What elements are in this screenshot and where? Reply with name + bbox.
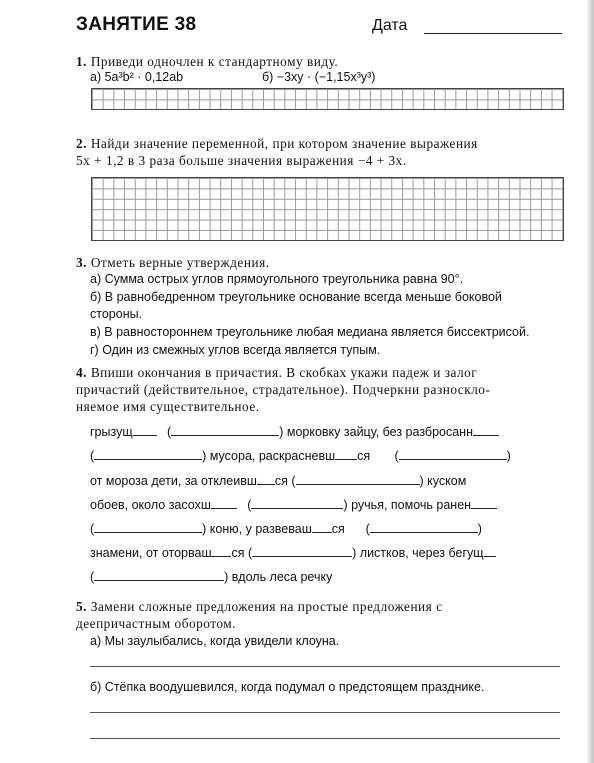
answer-line[interactable] bbox=[90, 738, 560, 739]
task2-line2: 5x + 1,2 в 3 раза больше значения выражения −4 + 3x. bbox=[76, 153, 407, 168]
task5-line2: деепричастным оборотом. bbox=[76, 616, 236, 631]
fill-row-5 bbox=[90, 522, 482, 536]
word-text: от мороза дети, за отклеивш bbox=[90, 474, 257, 488]
fill-row-4 bbox=[90, 498, 497, 512]
fill-row-6 bbox=[90, 546, 496, 560]
task3-instruction: Отметь верные утверждения. bbox=[90, 255, 270, 270]
answer-line[interactable] bbox=[90, 666, 560, 667]
task2-text: Найди значение переменной, при котором значение выражения bbox=[90, 136, 478, 151]
answer-line[interactable] bbox=[90, 712, 560, 713]
word-text: знамени, от оторваш bbox=[90, 546, 212, 560]
answer-grid-2[interactable] bbox=[91, 177, 564, 241]
sentence-a: а) Мы заулыбались, когда увидели клоуна. bbox=[90, 634, 340, 648]
word-stem: грызущ bbox=[90, 425, 133, 439]
ending-blank[interactable] bbox=[257, 483, 275, 485]
word-text: ) куском bbox=[419, 474, 467, 488]
case-blank[interactable] bbox=[252, 555, 352, 557]
statement-a[interactable]: а) Сумма острых углов прямоугольного треугольника равна 90°. bbox=[90, 272, 464, 286]
case-blank[interactable] bbox=[94, 579, 224, 581]
bracket-close: ) bbox=[477, 522, 482, 536]
task4-text: Впиши окончания в причастия. В скобках укажи падеж и залог bbox=[90, 365, 478, 380]
ending-blank[interactable] bbox=[312, 531, 332, 533]
case-blank[interactable] bbox=[171, 434, 279, 436]
ending-blank[interactable] bbox=[211, 555, 231, 557]
date-field[interactable] bbox=[424, 33, 562, 34]
reflexive-suffix: ся bbox=[357, 449, 371, 463]
bracket-open: ( bbox=[167, 425, 172, 439]
lesson-title: ЗАНЯТИЕ 38 bbox=[76, 14, 197, 35]
case-blank[interactable] bbox=[370, 531, 478, 533]
statement-b[interactable]: б) В равнобедренном треугольнике основание всегда меньше боковой bbox=[90, 290, 502, 304]
task1-text bbox=[76, 53, 338, 70]
answer-grid-1[interactable] bbox=[91, 88, 564, 110]
sentence-b: б) Стёпка воодушевился, когда подумал о предстоящем празднике. bbox=[90, 680, 485, 694]
ending-blank[interactable] bbox=[471, 507, 497, 509]
case-blank[interactable] bbox=[296, 483, 420, 485]
case-blank[interactable] bbox=[94, 531, 202, 533]
ending-blank[interactable] bbox=[133, 434, 157, 436]
task2-line1 bbox=[76, 135, 478, 152]
statement-d[interactable]: г) Один из смежных углов всегда является тупым. bbox=[90, 343, 381, 357]
word-text: ) мусора, раскрасневш bbox=[202, 449, 336, 463]
task1-a: а) 5a³b² · 0,12ab bbox=[90, 70, 184, 84]
ending-blank[interactable] bbox=[211, 507, 237, 509]
bracket-open: ( bbox=[90, 449, 95, 463]
bracket-open: ( bbox=[90, 522, 95, 536]
task1-number: 1. bbox=[76, 54, 87, 69]
statement-b-continued: стороны. bbox=[90, 307, 143, 321]
task4-line3: няемое имя существительное. bbox=[76, 399, 260, 414]
fill-row-3 bbox=[90, 474, 466, 488]
word-text: ся ( bbox=[274, 474, 296, 488]
task4-number: 4. bbox=[76, 365, 87, 380]
bracket-open: ( bbox=[365, 522, 370, 536]
word-text: ) вдоль леса речку bbox=[224, 570, 333, 584]
bracket-open: ( bbox=[247, 498, 252, 512]
task2-number: 2. bbox=[76, 136, 87, 151]
word-text: ) коню, у развеваш bbox=[202, 522, 312, 536]
page-edge-shadow bbox=[586, 0, 594, 763]
bracket-open: ( bbox=[394, 449, 399, 463]
statement-c[interactable]: в) В равностороннем треугольнике любая медиана является биссектрисой. bbox=[90, 325, 530, 339]
word-text: ся ( bbox=[231, 546, 253, 560]
fill-row-1 bbox=[90, 425, 499, 439]
task1-b: б) −3xy · (−1,15x³y³) bbox=[262, 70, 376, 84]
case-blank[interactable] bbox=[94, 458, 202, 460]
case-blank[interactable] bbox=[251, 507, 343, 509]
date-label: Дата bbox=[372, 17, 408, 34]
ending-blank[interactable] bbox=[484, 555, 496, 557]
reflexive-suffix: ся bbox=[331, 522, 345, 536]
bracket-close: ) bbox=[506, 449, 511, 463]
word-text: ) ручья, помочь ранен bbox=[343, 498, 472, 512]
case-blank[interactable] bbox=[399, 458, 507, 460]
ending-blank[interactable] bbox=[473, 434, 499, 436]
task4-line2: причастий (действительное, страдательное). Подчеркни разноскло- bbox=[76, 382, 491, 397]
task4-line1 bbox=[76, 364, 477, 381]
ending-blank[interactable] bbox=[335, 458, 357, 460]
word-text: ) листков, через бегущ bbox=[352, 546, 484, 560]
task3-number: 3. bbox=[76, 255, 87, 270]
fill-row-2 bbox=[90, 449, 511, 463]
task5-text: Замени сложные предложения на простые предложения с bbox=[90, 599, 443, 614]
word-text: обоев, около засохш bbox=[90, 498, 211, 512]
fill-row-7 bbox=[90, 570, 332, 584]
bracket-open: ( bbox=[90, 570, 95, 584]
task5-line1 bbox=[76, 598, 443, 615]
task5-number: 5. bbox=[76, 599, 87, 614]
word-text: ) морковку зайцу, без разбросанн bbox=[279, 425, 473, 439]
task1-instruction: Приведи одночлен к стандартному виду. bbox=[90, 54, 339, 69]
task3-text bbox=[76, 254, 270, 271]
